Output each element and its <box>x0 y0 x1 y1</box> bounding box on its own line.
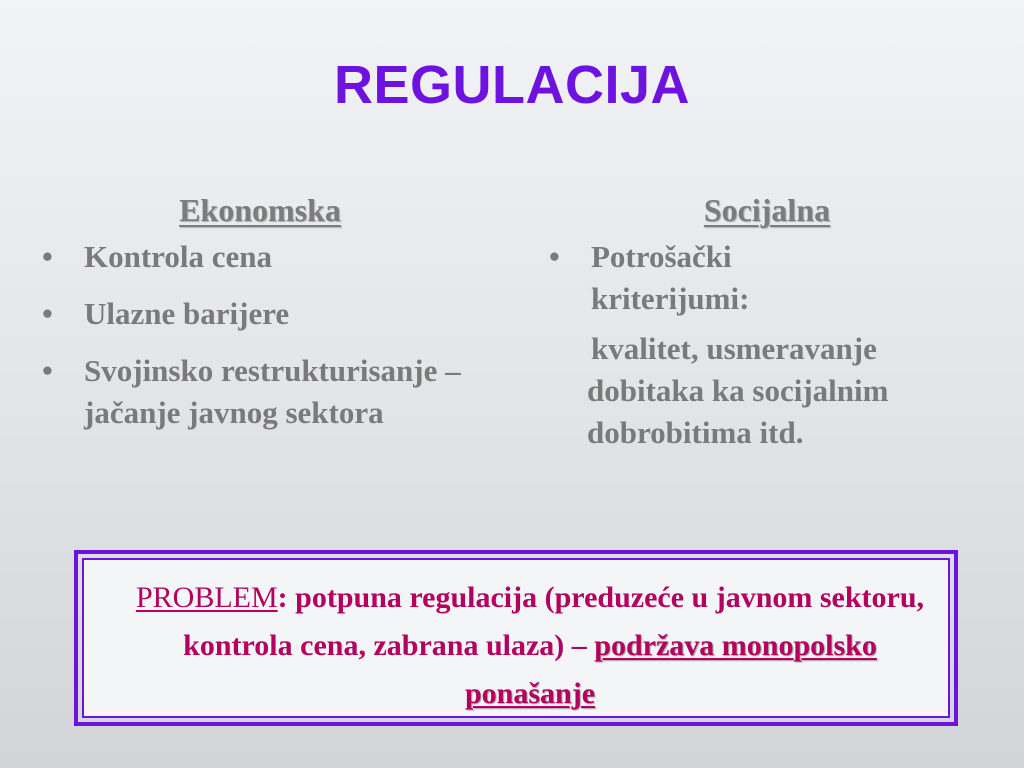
list-item <box>40 293 490 335</box>
list-item <box>40 236 490 278</box>
bullet-icon: • <box>42 239 53 274</box>
bullet-icon: • <box>42 353 53 388</box>
list-item <box>40 350 490 434</box>
social-bullet-list <box>547 236 807 320</box>
problem-label: PROBLEM <box>135 581 278 614</box>
economic-bullet-list <box>40 236 490 434</box>
social-regulation-column <box>547 188 997 454</box>
bullet-icon: • <box>549 239 560 274</box>
list-item-text: Potrošački kriterijumi: <box>591 239 750 316</box>
list-item-text: Kontrola cena <box>84 239 272 274</box>
economic-regulation-column <box>40 188 490 449</box>
social-continuation-text: kvalitet, usmeravanje dobitaka ka socijalnim dobrobitima itd. <box>587 331 889 450</box>
slide-title: REGULACIJA <box>333 55 691 115</box>
social-heading: Socijalna <box>703 192 831 228</box>
problem-text: potpuna regulacija (preduzeće u javnom sektoru, kontrola cena, zabrana ulaza) – <box>183 581 925 662</box>
list-item-text: Ulazne barijere <box>84 296 290 331</box>
problem-box <box>74 550 958 726</box>
problem-statement <box>82 558 950 718</box>
list-item-text: Svojinsko restrukturisanje – jačanje javnog sektora <box>84 353 461 430</box>
problem-emphasis: podržava monopolsko ponašanje <box>464 629 877 710</box>
bullet-icon: • <box>42 296 53 331</box>
list-item <box>547 236 807 320</box>
economic-heading: Ekonomska <box>179 192 341 228</box>
problem-colon: : <box>277 581 288 614</box>
